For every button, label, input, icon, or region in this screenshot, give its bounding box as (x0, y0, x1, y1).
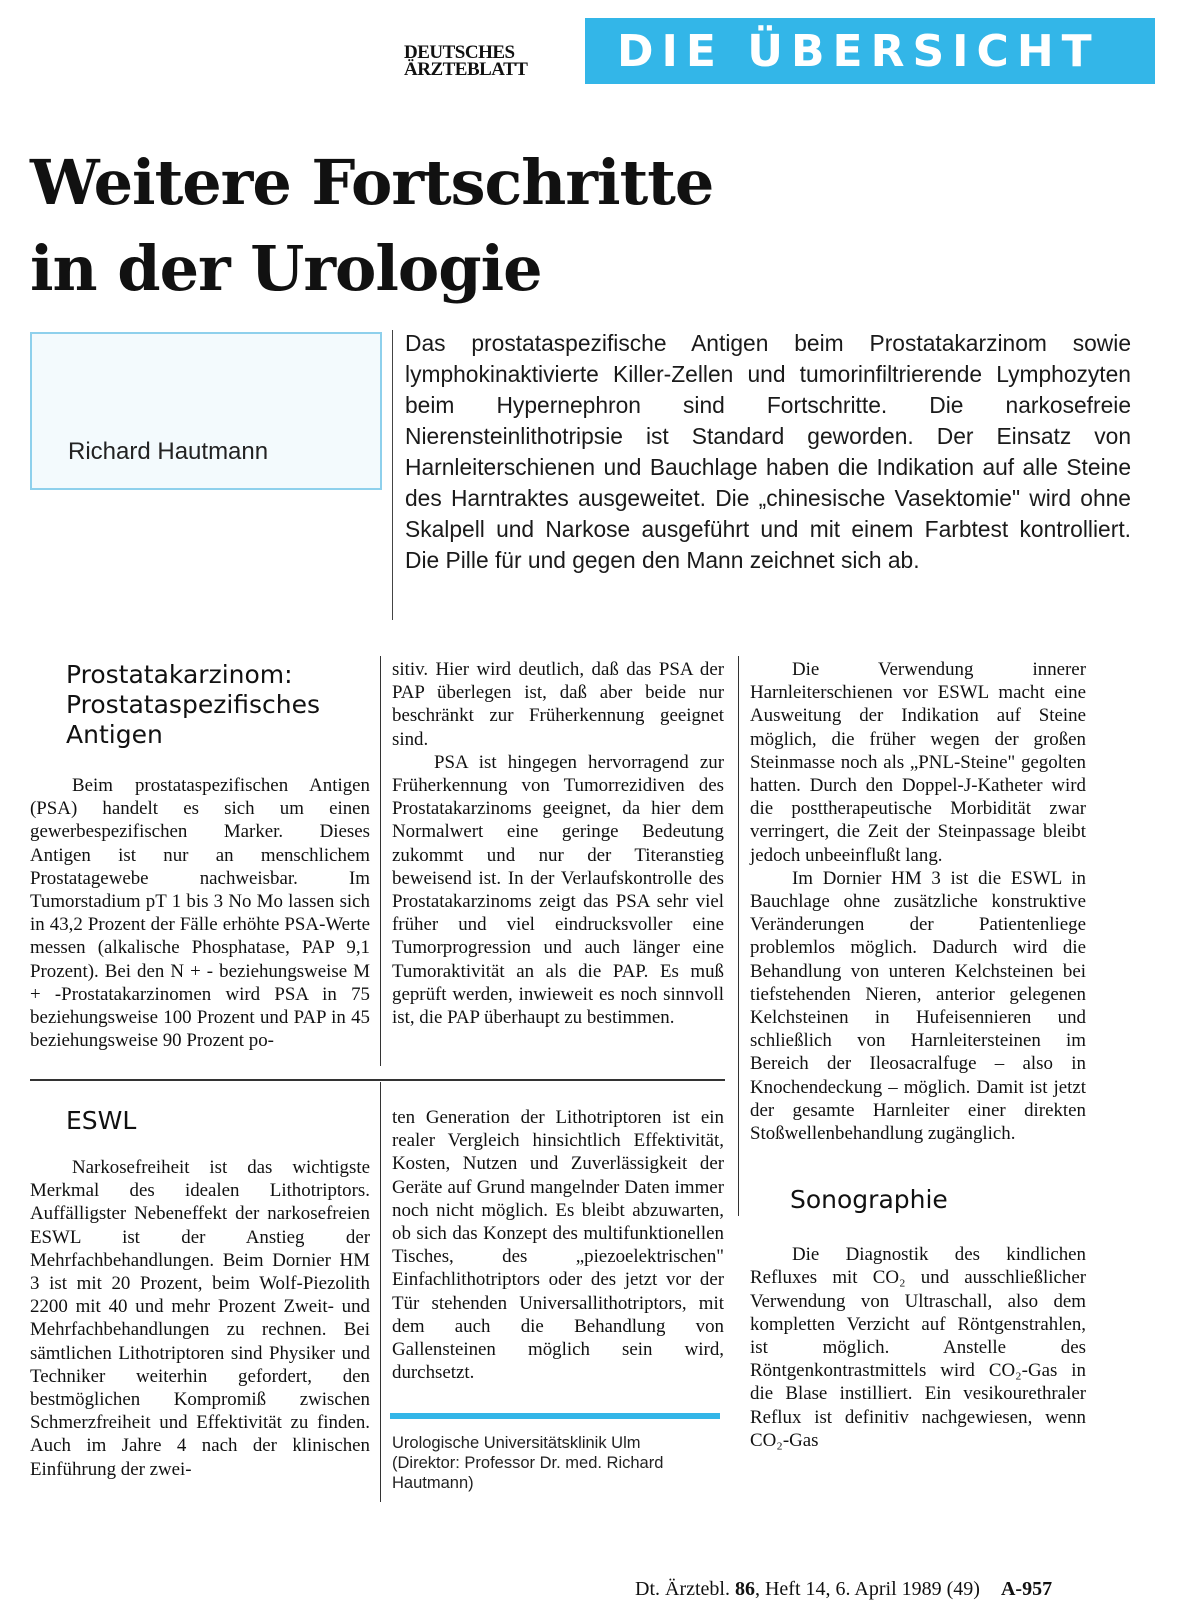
column-1-lower (30, 1106, 370, 1481)
column-1-upper (30, 660, 370, 1052)
section-label: DIE ÜBERSICHT (617, 26, 1100, 77)
affiliation-line-1: Urologische Universitätsklinik Ulm (392, 1434, 641, 1452)
footer-page-number: A-957 (1000, 1578, 1053, 1600)
sono-paragraph-1: Die Diagnostik des kindlichen Refluxes mit CO₂ und ausschließlicher Verwendung von Ultraschall, also dem kompletten Verzicht auf Röntgenstrahlen, ist möglich. Anstelle des Röntgenkontrastmittels wird CO₂-Gas in die Blase instilliert. Ein vesikourethraler Reflux ist definitiv nachgewiesen, wenn CO₂-Gas (750, 1244, 1086, 1451)
column-3 (750, 658, 1086, 1452)
heading-eswl: ESWL (66, 1106, 137, 1135)
column-divider-2 (738, 656, 739, 1216)
eswl-paragraph-1-continued: ten Generation der Lithotriptoren ist ein realer Vergleich hinsichtlich Effektivität, Kosten, Nutzen und Zuverlässigkeit der Geräte auf Grund mangelnder Daten immer noch nicht möglich. Es bleibt abzuwarten, ob sich das Konzept des multifunktionellen Tisches, des „piezoelektrischen" Einfachlithotriptors oder des jetzt vor der Tür stehenden Universallithotriptors, mit dem auch die Behandlung von Gallensteinen möglich sein wird, durchsetzt. (392, 1107, 724, 1384)
page-footer (635, 1578, 1052, 1601)
column-2-lower (392, 1106, 724, 1384)
title-line-2: in der Urologie (30, 232, 542, 305)
footer-issue: , Heft 14, 6. April 1989 (49) (754, 1578, 980, 1600)
heading-sonographie: Sonographie (790, 1185, 948, 1215)
abstract-divider (392, 330, 393, 620)
column-2-upper (392, 658, 724, 1029)
affiliation-line-3: Hautmann) (392, 1474, 474, 1492)
author-box (30, 332, 382, 490)
footer-journal: Dt. Ärztebl. (635, 1578, 730, 1600)
eswl-paragraph-1: Narkosefreiheit ist das wichtigste Merkmal des idealen Lithotriptors. Auffälligster Nebeneffekt der narkosefreien ESWL ist der Anstieg der Mehrfachbehandlungen. Beim Dornier HM 3 ist mit 20 Prozent, beim Wolf-Piezolith 2200 mit 40 und mehr Prozent Zweit- und Mehrfachbehandlungen zu rechnen. Bei sämtlichen Lithotriptoren sind Physiker und Techniker weiterhin gefordert, den bestmöglichen Kompromiß zwischen Schmerzfreiheit und Effektivität zu finden. Auch im Jahre 4 nach der klinischen Einführung der zwei- (30, 1157, 370, 1480)
section-banner (585, 18, 1155, 84)
logo-line-1: DEUTSCHES (404, 42, 515, 63)
affiliation-line-2: (Direktor: Professor Dr. med. Richard (392, 1454, 664, 1472)
affiliation-rule (390, 1413, 720, 1419)
footer-volume: 86 (734, 1578, 755, 1600)
title-line-1: Weitere Fortschritte (30, 146, 714, 219)
article-title (30, 140, 790, 312)
affiliation (392, 1433, 722, 1493)
logo-line-2: ÄRZTEBLATT (404, 59, 528, 80)
right-paragraph-1: Die Verwendung innerer Harnleiterschienen vor ESWL macht eine Ausweitung der Indikation auf Steine möglich, die früher wegen der großen Steinmasse noch als „PNL-Steine" gegolten hatten. Durch den Doppel-J-Katheter wird die posttherapeutische Morbidität zwar verringert, die Zeit der Steinpassage bleibt jedoch unbeeinflußt lang. (750, 659, 1086, 866)
column-divider-1-upper (380, 656, 381, 1066)
prostata-paragraph-1: Beim prostataspezifischen Antigen (PSA) handelt es sich um einen gewerbespezifischen Marker. Dieses Antigen ist nur an menschlichem Prostatagewebe nachweisbar. Im Tumorstadium pT 1 bis 3 No Mo lassen sich in 43,2 Prozent der Fälle erhöhte PSA-Werte messen (alkalische Phosphatase, PAP 9,1 Prozent). Bei den N + - beziehungsweise M + -Prostatakarzinomen wird PSA in 75 beziehungsweise 100 Prozent und PAP in 45 beziehungsweise 90 Prozent po- (30, 775, 370, 1052)
prostata-paragraph-2: PSA ist hingegen hervorragend zur Früherkennung von Tumorrezidiven des Prostatakarzinoms geeignet, da hier dem Normalwert eine geringe Bedeutung zukommt und nur der Titeranstieg beweisend ist. In der Verlaufskontrolle des Prostatakarzinoms zeigt das PSA sehr viel früher und viel eindrucksvoller eine Tumorprogression und auch länger eine Tumoraktivität an als die PAP. Es muß geprüft werden, inwieweit es noch sinnvoll ist, die PAP überhaupt zu bestimmen. (392, 751, 724, 1029)
abstract: Das prostataspezifische Antigen beim Prostatakarzinom sowie lymphokinaktivierte Killer-Zellen und tumorinfiltrierende Lymphozyten beim Hypernephron sind Fortschritte. Die narkosefreie Nierensteinlithotripsie ist Standard geworden. Der Einsatz von Harnleiterschienen und Bauchlage haben die Indikation auf alle Steine des Harntraktes ausgeweitet. Die „chinesische Vasektomie" wird ohne Skalpell und Narkose ausgeführt und mit einem Farbtest kontrolliert. Die Pille für und gegen den Mann zeichnet sich ab. (405, 330, 1131, 573)
right-paragraph-2: Im Dornier HM 3 ist die ESWL in Bauchlage ohne zusätzliche konstruktive Veränderungen der Patientenliege problemlos möglich. Dadurch wird die Behandlung von unteren Kelchsteinen bei tiefstehenden Nieren, anterior gelegenen Kelchsteinen in Hufeisennieren und schließlich von Harnleitersteinen im Bereich der Ileosacralfuge – also in Knochendeckung – möglich. Damit ist jetzt der gesamte Harnleiter einer direkten Stoßwellenbehandlung zugänglich. (750, 867, 1086, 1145)
journal-logo (404, 44, 574, 78)
column-divider-1-lower (380, 1082, 381, 1502)
heading-prostatakarzinom: Prostatakarzinom: Prostataspezifisches Antigen (66, 660, 321, 749)
section-divider (30, 1079, 725, 1081)
prostata-paragraph-1-continued: sitiv. Hier wird deutlich, daß das PSA der PAP überlegen ist, daß aber beide nur beschränkt zur Früherkennung geeignet sind. (392, 659, 724, 750)
author-name: Richard Hautmann (68, 438, 269, 465)
